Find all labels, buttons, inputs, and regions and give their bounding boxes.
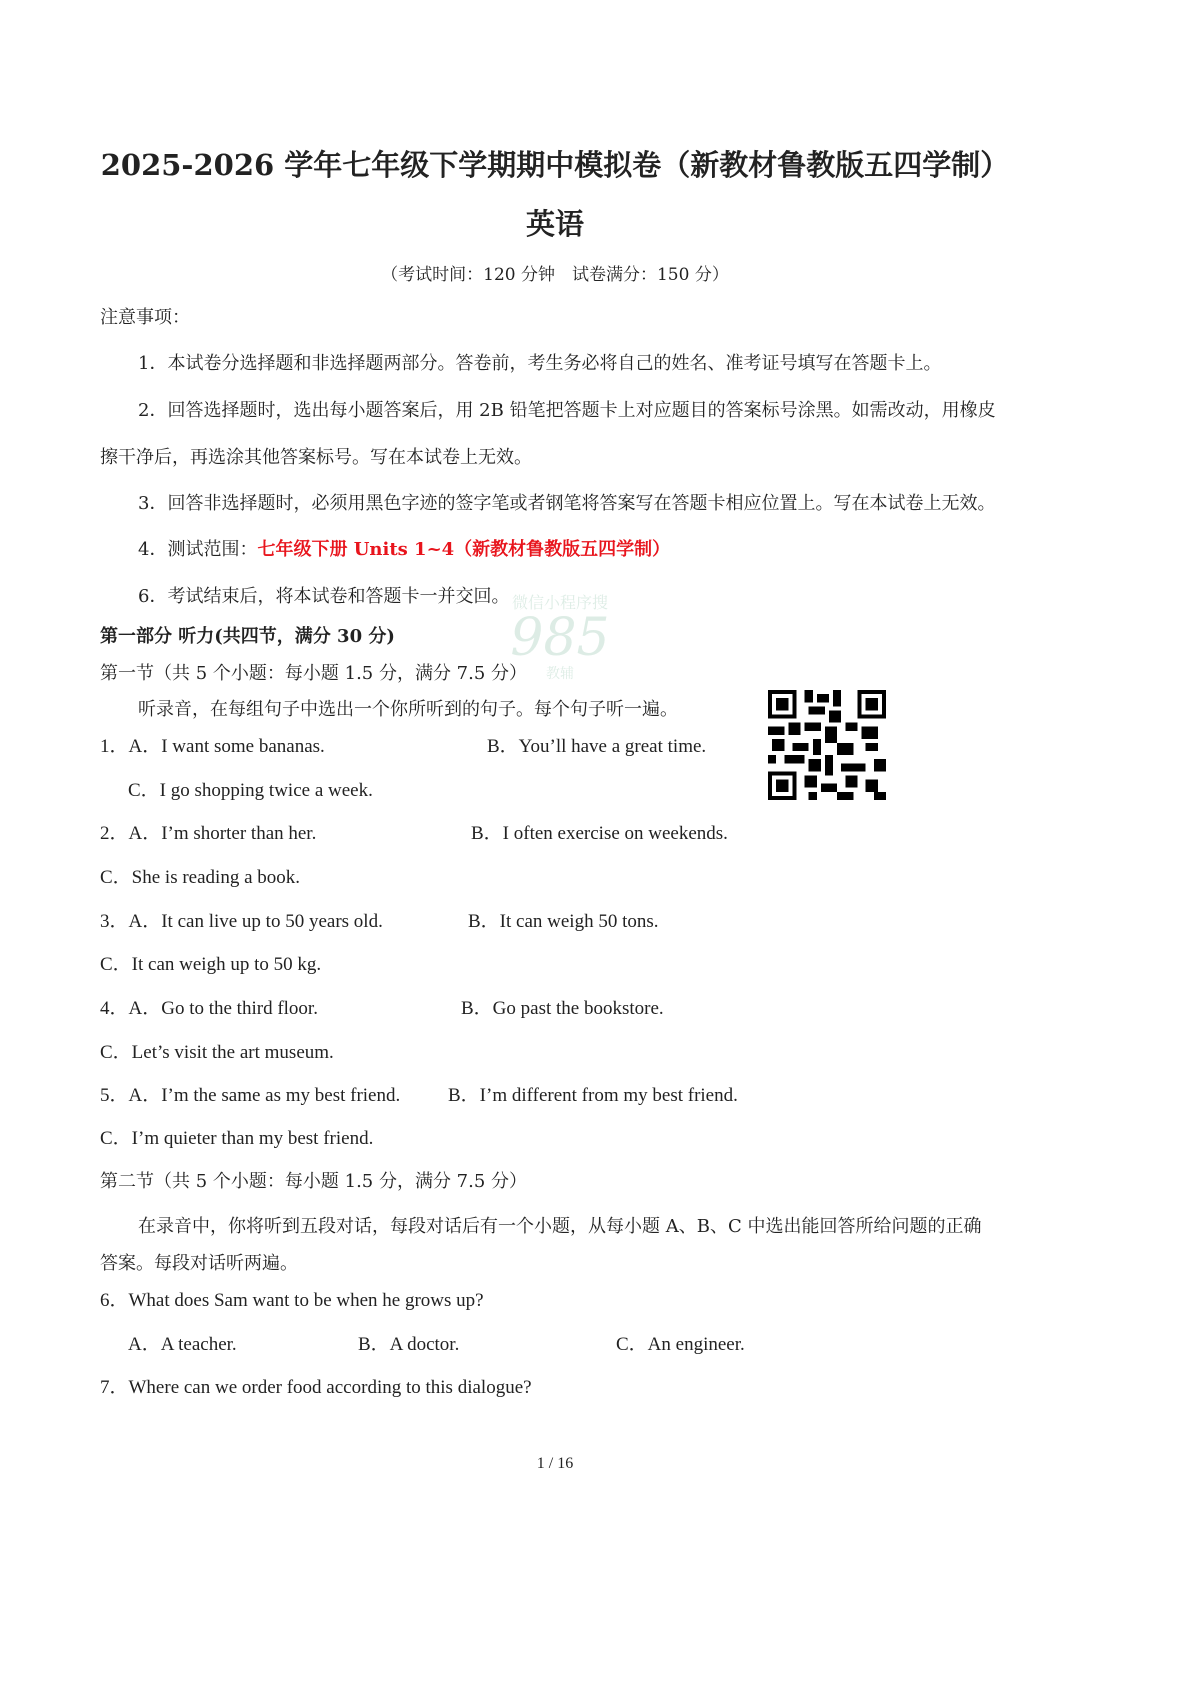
question-5-option-b: B．I’m different from my best friend. — [448, 1085, 738, 1106]
section2-instruction: 在录音中，你将听到五段对话，每段对话后有一个小题，从每小题 A、B、C 中选出能回答所给问题的正确 — [138, 1216, 982, 1237]
note-item: 1．本试卷分选择题和非选择题两部分。答卷前，考生务必将自己的姓名、准考证号填写在答题卡上。 — [138, 353, 942, 374]
question-2-option-a: 2．A．I’m shorter than her. — [100, 823, 317, 844]
watermark-text: 微信小程序搜 — [511, 593, 608, 612]
question-3-option-c: C．It can weigh up to 50 kg. — [100, 954, 322, 975]
question-6-option-c: C．An engineer. — [616, 1334, 745, 1355]
question-4-option-b: B．Go past the bookstore. — [461, 998, 664, 1019]
section2-heading: 第二节（共 5 个小题：每小题 1.5 分，满分 7.5 分） — [100, 1171, 528, 1192]
scope-value: 七年级下册 Units 1~4（新教材鲁教版五四学制） — [257, 539, 671, 560]
notes-heading: 注意事项： — [100, 307, 190, 328]
page-number: 1 / 16 — [536, 1455, 574, 1472]
section2-instruction: 答案。每段对话听两遍。 — [100, 1253, 298, 1274]
question-6-stem: 6．What does Sam want to be when he grows up? — [100, 1290, 484, 1311]
question-6-option-a: A．A teacher. — [128, 1334, 237, 1355]
question-1-option-b: B．You’ll have a great time. — [487, 736, 707, 757]
question-1-option-a: 1．A．I want some bananas. — [100, 736, 325, 757]
note-item: 2．回答选择题时，选出每小题答案后，用 2B 铅笔把答题卡上对应题目的答案标号涂黑。如需改动，用橡皮 — [138, 400, 996, 421]
exam-info: （考试时间：120 分钟 试卷满分：150 分） — [381, 265, 729, 285]
qr-code — [768, 690, 886, 800]
part1-heading: 第一部分 听力(共四节，满分 30 分) — [100, 626, 395, 647]
note-item-scope — [138, 538, 670, 562]
note-item: 擦干净后，再选涂其他答案标号。写在本试卷上无效。 — [100, 447, 532, 468]
section1-instruction: 听录音，在每组句子中选出一个你所听到的句子。每个句子听一遍。 — [138, 699, 678, 720]
section1-heading: 第一节（共 5 个小题：每小题 1.5 分，满分 7.5 分） — [100, 663, 528, 684]
question-3-option-a: 3．A．It can live up to 50 years old. — [100, 911, 383, 932]
question-1-option-c: C．I go shopping twice a week. — [128, 780, 373, 801]
question-2-option-c: C．She is reading a book. — [100, 867, 301, 888]
question-5-option-a: 5．A．I’m the same as my best friend. — [100, 1085, 401, 1106]
question-4-option-c: C．Let’s visit the art museum. — [100, 1042, 334, 1063]
note-item: 6．考试结束后，将本试卷和答题卡一并交回。 — [138, 586, 510, 607]
subject-title: 英语 — [525, 207, 584, 241]
question-4-option-a: 4．A．Go to the third floor. — [100, 998, 318, 1019]
question-3-option-b: B．It can weigh 50 tons. — [468, 911, 659, 932]
note-item: 3．回答非选择题时，必须用黑色字迹的签字笔或者钢笔将答案写在答题卡相应位置上。写在本试卷上无效。 — [138, 493, 996, 514]
scope-label: 4．测试范围： — [138, 539, 258, 560]
question-6-option-b: B．A doctor. — [358, 1334, 460, 1355]
watermark-text: 教辅 — [546, 666, 574, 682]
question-5-option-c: C．I’m quieter than my best friend. — [100, 1128, 374, 1149]
question-7-stem: 7．Where can we order food according to this dialogue? — [100, 1377, 532, 1398]
watermark-number: 985 — [510, 608, 610, 668]
question-2-option-b: B．I often exercise on weekends. — [471, 823, 728, 844]
document-title: 2025-2026 学年七年级下学期期中模拟卷（新教材鲁教版五四学制） — [100, 148, 1010, 182]
